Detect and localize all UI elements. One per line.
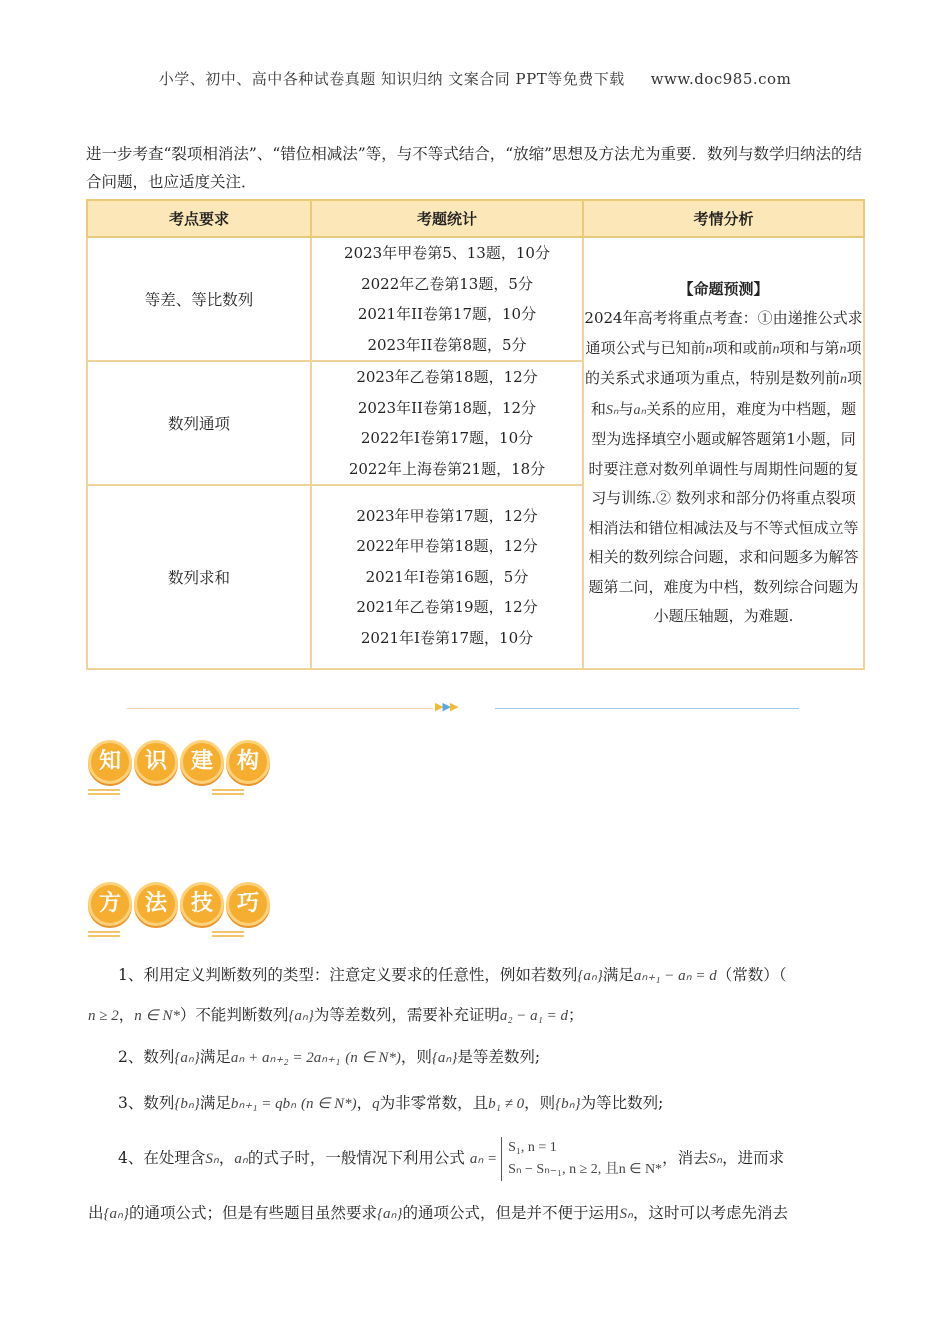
badge-char: 技 bbox=[180, 882, 224, 926]
method-2 bbox=[88, 1038, 896, 1077]
math: n ≥ 2 bbox=[88, 1008, 119, 1024]
analysis-text: 项的关系式求通项为重点，特别是数列前 bbox=[584, 338, 862, 387]
stat-item: 2023年乙卷第18题，12分 bbox=[356, 368, 538, 386]
case: S₁, n = 1 bbox=[508, 1140, 557, 1155]
math: (n ∈ N*) bbox=[301, 1096, 357, 1112]
method-1-cont bbox=[88, 996, 866, 1035]
math: n ∈ N* bbox=[134, 1008, 180, 1024]
math: aₙ = bbox=[469, 1151, 498, 1167]
text: ）不能判断数列 bbox=[179, 1006, 289, 1024]
method-4 bbox=[88, 1130, 896, 1187]
math: {aₙ} bbox=[103, 1206, 129, 1222]
text: 3、数列 bbox=[118, 1094, 175, 1112]
math: Sₙ bbox=[708, 1151, 723, 1167]
analysis-text: 与 bbox=[618, 399, 634, 418]
text: 4、在处理含 bbox=[118, 1149, 206, 1167]
math: Sₙ bbox=[619, 1206, 633, 1222]
math: {aₙ} bbox=[577, 968, 603, 984]
math-n: n bbox=[705, 341, 713, 357]
math-n: n bbox=[772, 341, 780, 357]
math: {aₙ} bbox=[377, 1206, 403, 1222]
text: 满足 bbox=[199, 1094, 231, 1112]
text: 为等比数列; bbox=[580, 1094, 664, 1112]
math: bₙ₊₁ = qbₙ bbox=[230, 1096, 297, 1112]
stats-cell bbox=[311, 237, 583, 361]
math: {bₙ} bbox=[555, 1096, 581, 1112]
table-header-row bbox=[87, 200, 864, 237]
method-4-cont bbox=[88, 1194, 866, 1233]
badge-char: 巧 bbox=[226, 882, 270, 926]
text: ，则 bbox=[524, 1094, 556, 1112]
text: ； bbox=[568, 1006, 584, 1024]
math: {bₙ} bbox=[174, 1096, 200, 1112]
analysis-text: 项和与第 bbox=[779, 338, 840, 357]
stat-item: 2023年甲卷第5、13题，10分 bbox=[344, 244, 550, 262]
badge-char: 识 bbox=[134, 740, 178, 784]
math: q bbox=[372, 1096, 380, 1112]
page-header bbox=[0, 68, 950, 89]
badge-underline bbox=[88, 931, 270, 941]
math: aₙ bbox=[234, 1151, 248, 1167]
stat-item: 2021年乙卷第19题，12分 bbox=[356, 598, 538, 617]
math: {aₙ} bbox=[431, 1050, 458, 1066]
stat-item: 2023年II卷第18题，12分 bbox=[357, 398, 537, 417]
math: {aₙ} bbox=[288, 1008, 314, 1024]
stat-item: 2022年I卷第17题，10分 bbox=[360, 429, 534, 447]
method-3 bbox=[88, 1084, 896, 1123]
text: 为非零常数，且 bbox=[379, 1094, 489, 1112]
stat-item: 2023年甲卷第17题，12分 bbox=[356, 506, 538, 525]
analysis-text: 2024年高考将重点考查：①由递推公式求通项公式与已知前 bbox=[584, 309, 863, 357]
math-n: n bbox=[839, 341, 847, 357]
text: ，则 bbox=[400, 1048, 432, 1066]
math: aₙ₊₁ − aₙ = d bbox=[633, 968, 717, 984]
stats-cell bbox=[311, 361, 583, 485]
exam-points-table bbox=[86, 199, 865, 670]
section-badge-knowledge bbox=[88, 740, 270, 800]
text: （常数）（ bbox=[716, 966, 787, 984]
divider-line-left bbox=[127, 708, 433, 709]
stat-item: 2021年I卷第17题，10分 bbox=[360, 628, 534, 647]
text: 为等差数列，需要补充证明 bbox=[313, 1006, 500, 1024]
text: ，这时可以考虑先消去 bbox=[633, 1204, 789, 1222]
math-sn: Sₙ bbox=[605, 402, 619, 418]
math: {aₙ} bbox=[174, 1050, 200, 1066]
badge-char: 构 bbox=[226, 740, 270, 784]
header-url[interactable]: www.doc985.com bbox=[650, 70, 792, 88]
math: aₙ + aₙ₊₂ = 2aₙ₊₁ bbox=[230, 1050, 341, 1066]
divider-line-right bbox=[495, 708, 799, 709]
text: 满足 bbox=[199, 1048, 231, 1066]
analysis-text: 项和 bbox=[590, 369, 863, 418]
text: 2、数列 bbox=[118, 1048, 175, 1066]
category-cell: 数列求和 bbox=[87, 485, 311, 669]
stat-item: 2021年I卷第16题，5分 bbox=[365, 567, 529, 586]
header-cell: 考点要求 bbox=[87, 200, 311, 237]
header-cell: 考情分析 bbox=[583, 200, 864, 237]
category-cell: 等差、等比数列 bbox=[87, 237, 311, 361]
text: 出 bbox=[88, 1204, 104, 1222]
text: ，进而求 bbox=[722, 1149, 785, 1167]
table-row bbox=[87, 237, 864, 361]
math-n: n bbox=[840, 372, 847, 387]
text: ， bbox=[356, 1094, 373, 1112]
text: 的通项公式；但是有些题目虽然要求 bbox=[129, 1204, 378, 1222]
analysis-text: 项和或前 bbox=[712, 338, 773, 357]
case: Sₙ − Sₙ₋₁, n ≥ 2, 且n ∈ N* bbox=[508, 1162, 663, 1177]
header-cell: 考题统计 bbox=[311, 200, 583, 237]
math: a₂ − a₁ = d bbox=[499, 1008, 569, 1024]
method-1 bbox=[88, 956, 896, 995]
math: Sₙ bbox=[205, 1151, 219, 1167]
badge-char: 知 bbox=[88, 740, 132, 784]
text: 满足 bbox=[602, 966, 634, 984]
section-badge-methods bbox=[88, 882, 270, 942]
badge-char: 法 bbox=[134, 882, 178, 926]
text: 的通项公式，但是并不便于运用 bbox=[402, 1204, 620, 1222]
prediction-title: 【命题预测】 bbox=[678, 279, 769, 298]
analysis-text: 关系的应用，难度为中档题，题型为选择填空小题或解答题第1小题，同时要注意对数列单调性与周期性问题的复习与训练.② 数列求和部分仍将重点裂项相消法和错位相减法及与不等式恒成立等相关的数列综合问题，求和问题多为解答题第二问，难度为中档，数列综合问题为小题压轴题，为难题. bbox=[588, 399, 859, 625]
text: 1、利用定义判断数列的类型：注意定义要求的任意性，例如若数列 bbox=[118, 966, 578, 984]
math: b₁ ≠ 0 bbox=[488, 1096, 525, 1112]
text: 是等差数列; bbox=[457, 1048, 541, 1066]
triangle-arrows-icon: ▶▶▶ bbox=[435, 700, 458, 713]
text: ， bbox=[218, 1149, 235, 1167]
math: (n ∈ N*) bbox=[345, 1050, 401, 1066]
stat-item: 2022年甲卷第18题，12分 bbox=[356, 537, 538, 556]
header-text: 小学、初中、高中各种试卷真题 知识归纳 文案合同 PPT等免费下载 bbox=[158, 70, 625, 88]
math-an: aₙ bbox=[633, 402, 647, 418]
text: 的式子时，一般情况下利用公式 bbox=[247, 1149, 465, 1167]
stat-item: 2023年II卷第8题，5分 bbox=[367, 335, 527, 354]
section-divider bbox=[127, 700, 799, 713]
text: ，消去 bbox=[662, 1149, 709, 1167]
badge-char: 建 bbox=[180, 740, 224, 784]
stats-cell bbox=[311, 485, 583, 669]
stat-item: 2021年II卷第17题，10分 bbox=[357, 305, 537, 323]
piecewise-formula bbox=[501, 1137, 662, 1181]
stat-item: 2022年上海卷第21题，18分 bbox=[348, 459, 546, 478]
badge-underline bbox=[88, 789, 270, 799]
analysis-cell bbox=[583, 237, 864, 669]
stat-item: 2022年乙卷第13题，5分 bbox=[361, 274, 533, 293]
badge-char: 方 bbox=[88, 882, 132, 926]
category-cell: 数列通项 bbox=[87, 361, 311, 485]
text: ， bbox=[118, 1006, 135, 1024]
intro-paragraph: 进一步考查“裂项相消法”、“错位相减法”等，与不等式结合，“放缩”思想及方法尤为重要．数列与数学归纳法的结合问题，也应适度关注． bbox=[86, 145, 863, 191]
